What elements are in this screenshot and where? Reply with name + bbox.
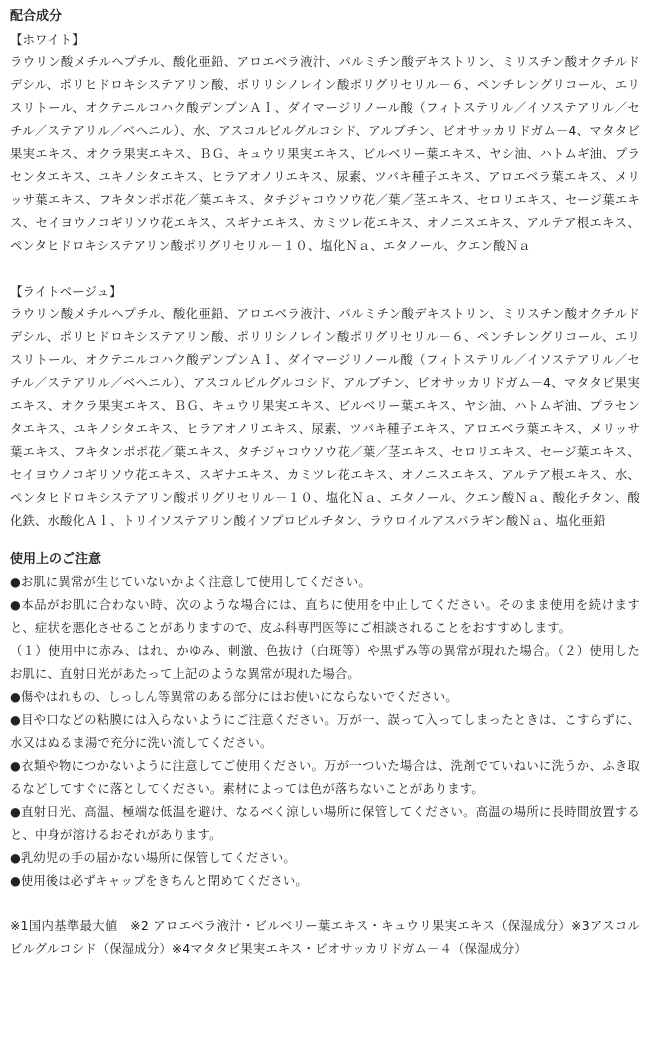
white-ingredients-text: ラウリン酸メチルヘプチル、酸化亜鉛、アロエベラ液汁、パルミチン酸デキストリン、ミリスチン酸オクチルドデシル、ポリヒドロキシステアリン酸、ポリリシノレイン酸ポリグリセリル－６、ペンチレングリコール、エリスリトール、オクテニルコハク酸デンプンＡｌ、ダイマージリノール酸（フィトステリル／イソステアリル／セチル／ステアリル／ベヘニル）、水、アスコルビルグルコシド、アルブチン、ビオサッカリドガム－4、マタタビ果実エキス、オクラ果実エキス、ＢＧ、キュウリ果実エキス、ビルベリー葉エキス、ヤシ油、ハトムギ油、プラセンタエキス、ユキノシタエキス、ヒラアオノリエキス、尿素、ツバキ種子エキス、アロエベラ葉エキス、メリッサ葉エキス、フキタンポポ花／葉エキス、タチジャコウソウ花／葉／茎エキス、セロリエキス、セージ葉エキス、セイヨウノコギリソウ花エキス、スギナエキス、カミツレ花エキス、オノニスエキス、アルテア根エキス、ペンタヒドロキシステアリン酸ポリグリセリル－１０、塩化Ｎａ、エタノール、クエン酸Ｎａ [10,55,640,253]
spacer [10,258,640,280]
precaution-item: ●本品がお肌に合わない時、次のような場合には、直ちに使用を中止してください。そのまま使用を続けますと、症状を悪化させることがありますので、皮ふ科専門医等にご相談されることをおすすめします。 [10,598,640,635]
precaution-item: ●目や口などの粘膜には入らないようにご注意ください。万が一、誤って入ってしまったときは、こすらずに、水又はぬるま湯で充分に洗い流してください。 [10,713,640,750]
precaution-item: ●直射日光、高温、極端な低温を避け、なるべく涼しい場所に保管してください。高温の場所に長時間放置すると、中身が溶けるおそれがあります。 [10,805,640,842]
precaution-item: ●衣類や物につかないように注意してご使用ください。万が一ついた場合は、洗剤でていねいに洗うか、ふき取るなどしてすぐに落としてください。素材によっては色が落ちないことがあります。 [10,759,640,796]
precautions-section [10,549,640,893]
light-beige-ingredients-text: ラウリン酸メチルヘプチル、酸化亜鉛、アロエベラ液汁、パルミチン酸デキストリン、ミリスチン酸オクチルドデシル、ポリヒドロキシステアリン酸、ポリリシノレイン酸ポリグリセリル－６、ペンチレングリコール、エリスリトール、オクテニルコハク酸デンプンＡｌ、ダイマージリノール酸（フィトステリル／イソステアリル／セチル／ステアリル／ベヘニル）、アスコルビルグルコシド、アルブチン、ビオサッカリドガム－4、マタタビ果実エキス、オクラ果実エキス、ＢＧ、キュウリ果実エキス、ビルベリー葉エキス、ヤシ油、ハトムギ油、プラセンタエキス、ユキノシタエキス、ヒラアオノリエキス、尿素、ツバキ種子エキス、アロエベラ葉エキス、メリッサ葉エキス、フキタンポポ花／葉エキス、タチジャコウソウ花／葉／茎エキス、セロリエキス、セージ葉エキス、セイヨウノコギリソウ花エキス、スギナエキス、カミツレ花エキス、オノニスエキス、アルテア根エキス、水、ペンタヒドロキシステアリン酸ポリグリセリル－１０、塩化Ｎａ、エタノール、クエン酸Ｎａ、酸化チタン、酸化鉄、水酸化Ａｌ、トリイソステアリン酸イソプロピルチタン、ラウロイルアスパラギン酸Ｎａ、塩化亜鉛 [10,307,640,528]
precaution-item: ●お肌に異常が生じていないかよく注意して使用してください。 [10,575,371,589]
footnote-text: ※1国内基準最大値 ※2 アロエベラ液汁・ビルベリー葉エキス・キュウリ果実エキス（保湿成分）※3アスコルビルグルコシド（保湿成分）※4マタタビ果実エキス・ビオサッカリドガム－４（保湿成分） [10,919,640,956]
ingredients-title: 配合成分 [10,9,63,24]
ingredients-section [10,6,640,533]
precaution-item: （１）使用中に赤み、はれ、かゆみ、刺激、色抜け（白斑等）や黒ずみ等の異常が現れた場合。（２）使用したお肌に、直射日光があたって上記のような異常が現れた場合。 [10,644,640,681]
precaution-item: ●乳幼児の手の届かない場所に保管してください。 [10,851,296,865]
light-beige-variant-label: 【ライトベージュ】 [10,284,122,299]
white-variant-label: 【ホワイト】 [10,32,85,47]
precaution-item: ●傷やはれもの、しっしん等異常のある部分にはお使いにならないでください。 [10,690,458,704]
precautions-title: 使用上のご注意 [10,552,102,567]
precautions-list [10,571,640,893]
precaution-item: ●使用後は必ずキャップをきちんと閉めてください。 [10,874,308,888]
spacer [10,893,640,915]
spacer [10,533,640,545]
